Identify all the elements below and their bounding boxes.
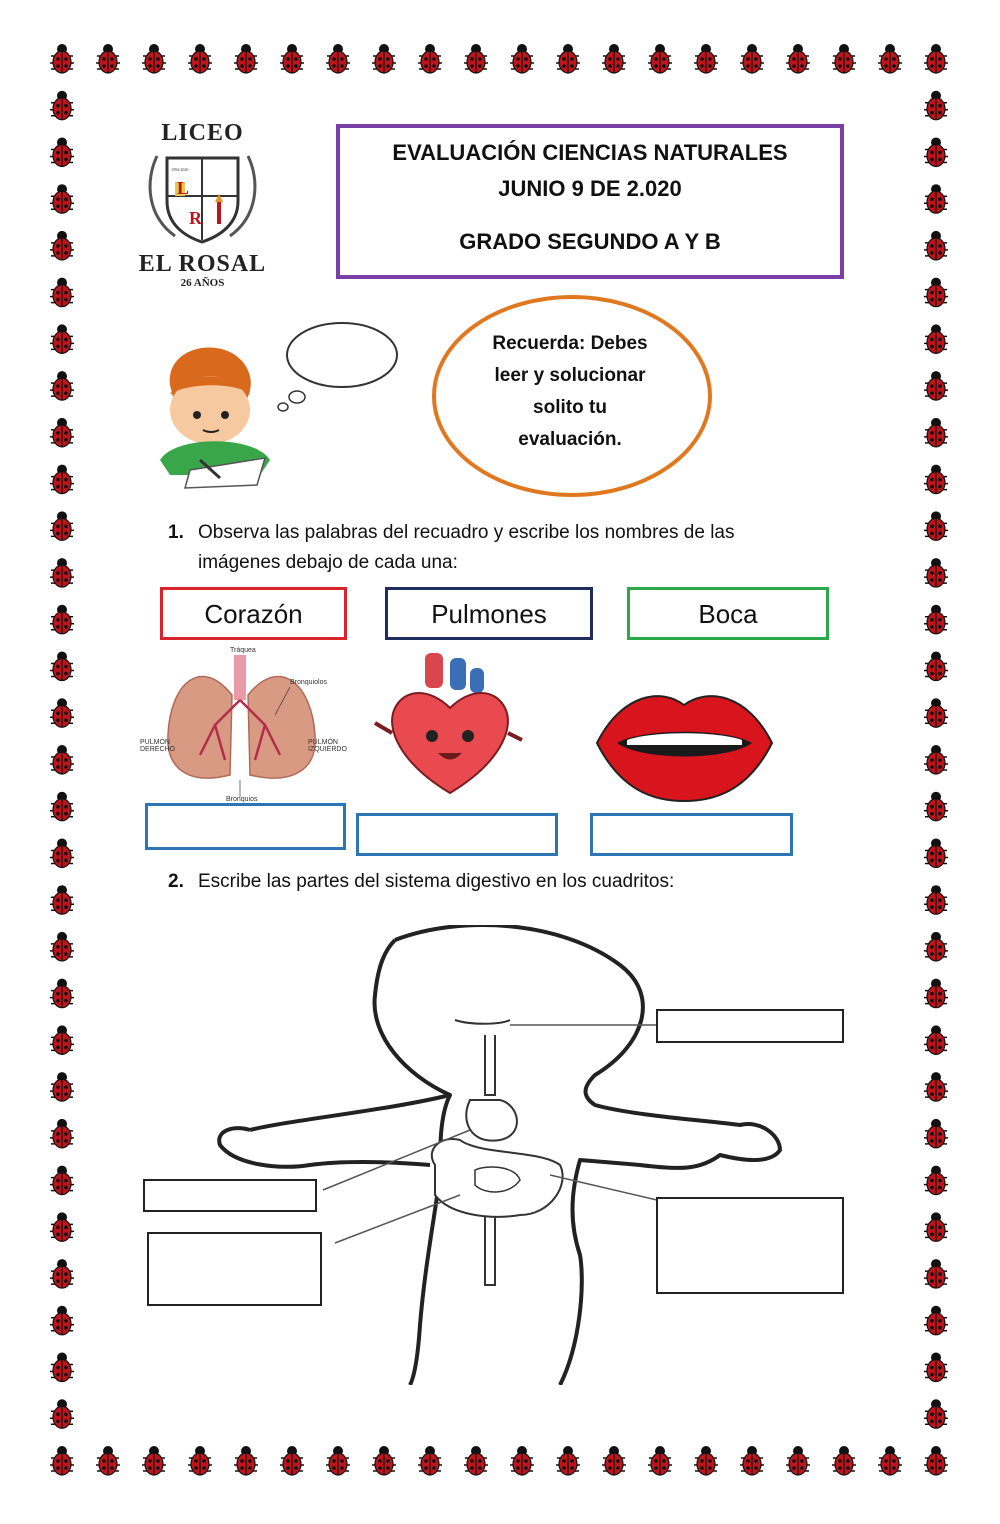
logo-line2: EL ROSAL [138, 251, 267, 277]
ladybug-icon [50, 605, 74, 634]
digestive-answer-mouth[interactable] [656, 1009, 844, 1043]
ladybug-icon [50, 511, 74, 540]
ladybug-icon [50, 1306, 74, 1335]
ladybug-icon [418, 1446, 442, 1475]
ladybug-icon [280, 1446, 304, 1475]
ladybug-icon [924, 418, 948, 447]
grade-label: GRADO SEGUNDO A Y B [459, 229, 721, 254]
ladybug-icon [50, 792, 74, 821]
digestive-answer-small-intestine[interactable] [147, 1232, 322, 1306]
heart-illustration [370, 648, 530, 798]
ladybug-icon [188, 1446, 212, 1475]
label-trachea: Tráquea [230, 647, 256, 654]
ladybug-icon [648, 1446, 672, 1475]
question-1 [168, 518, 868, 578]
ladybug-icon [50, 1166, 74, 1195]
ladybug-icon [832, 1446, 856, 1475]
answer-box-3[interactable] [590, 813, 793, 856]
ladybug-icon [50, 418, 74, 447]
ladybug-icon [142, 1446, 166, 1475]
label-left-lung: PULMÓN IZQUIERDO [308, 739, 347, 753]
question-2-text: Escribe las partes del sistema digestivo en los cuadritos: [198, 871, 675, 892]
ladybug-icon [786, 44, 810, 73]
logo-years: 1994-2020 [171, 167, 189, 172]
ladybug-icon [786, 1446, 810, 1475]
ladybug-icon [924, 511, 948, 540]
logo-anniversary: 26 AÑOS [180, 277, 225, 289]
page-title: EVALUACIÓN CIENCIAS NATURALES [392, 140, 788, 165]
ladybug-icon [924, 1166, 948, 1195]
ladybug-icon [142, 44, 166, 73]
ladybug-icon [50, 91, 74, 120]
ladybug-icon [96, 1446, 120, 1475]
ladybug-icon [50, 324, 74, 353]
word-box-pulmones: Pulmones [385, 587, 593, 640]
word-box-corazon: Corazón [160, 587, 347, 640]
ladybug-icon [50, 184, 74, 213]
ladybug-icon [924, 792, 948, 821]
ladybug-icon [510, 1446, 534, 1475]
ladybug-icon [50, 745, 74, 774]
ladybug-icon [50, 1072, 74, 1101]
ladybug-icon [924, 1306, 948, 1335]
ladybug-icon [50, 1353, 74, 1382]
ladybug-icon [50, 698, 74, 727]
ladybug-icon [326, 1446, 350, 1475]
ladybug-icon [50, 1025, 74, 1054]
ladybug-icon [924, 137, 948, 166]
ladybug-icon [188, 44, 212, 73]
question-1-number: 1. [168, 522, 184, 543]
ladybug-icon [832, 44, 856, 73]
ladybug-icon [694, 1446, 718, 1475]
answer-box-2[interactable] [356, 813, 558, 856]
reminder-line: leer y solucionar [494, 365, 646, 386]
ladybug-icon [694, 44, 718, 73]
ladybug-icon [924, 91, 948, 120]
label-bronchi: Bronquios [226, 796, 258, 803]
crest-letter-l: L [177, 178, 190, 198]
ladybug-icon [234, 44, 258, 73]
thinking-boy-illustration [145, 310, 405, 490]
ladybug-icon [648, 44, 672, 73]
ladybug-icon [50, 371, 74, 400]
ladybug-icon [50, 885, 74, 914]
reminder-line: Recuerda: Debes [492, 333, 648, 354]
ladybug-icon [50, 558, 74, 587]
ladybug-icon [924, 698, 948, 727]
ladybug-icon [602, 44, 626, 73]
question-2 [168, 867, 868, 897]
ladybug-icon [924, 231, 948, 260]
question-1-text-2: imágenes debajo de cada una: [198, 552, 458, 573]
crest-icon [135, 146, 270, 246]
ladybug-icon [464, 1446, 488, 1475]
school-logo [135, 120, 270, 290]
label-right-lung: PULMÓN DERECHO [140, 739, 176, 753]
ladybug-icon [924, 1399, 948, 1428]
digestive-answer-large-intestine[interactable] [656, 1197, 844, 1294]
ladybug-icon [50, 932, 74, 961]
ladybug-icon [50, 1212, 74, 1241]
ladybug-icon [924, 838, 948, 867]
ladybug-icon [924, 652, 948, 681]
ladybug-icon [50, 1399, 74, 1428]
ladybug-icon [50, 1119, 74, 1148]
ladybug-icon [50, 465, 74, 494]
ladybug-icon [924, 558, 948, 587]
ladybug-icon [50, 838, 74, 867]
ladybug-icon [740, 44, 764, 73]
ladybug-icon [924, 371, 948, 400]
thought-bubble-icon [287, 323, 397, 387]
ladybug-icon [924, 745, 948, 774]
ladybug-icon [50, 44, 74, 73]
digestive-system-illustration [140, 925, 860, 1385]
ladybug-icon [924, 932, 948, 961]
ladybug-icon [372, 1446, 396, 1475]
ladybug-icon [50, 137, 74, 166]
word-box-boca: Boca [627, 587, 829, 640]
ladybug-icon [50, 1259, 74, 1288]
digestive-answer-stomach[interactable] [143, 1179, 317, 1212]
ladybug-icon [924, 1025, 948, 1054]
ladybug-icon [50, 652, 74, 681]
ladybug-icon [924, 605, 948, 634]
ladybug-icon [924, 324, 948, 353]
ladybug-icon [602, 1446, 626, 1475]
ladybug-icon [924, 465, 948, 494]
ladybug-icon [740, 1446, 764, 1475]
crest-letter-r: R [189, 208, 202, 228]
title-box [336, 124, 844, 279]
ladybug-icon [418, 44, 442, 73]
exam-date: JUNIO 9 DE 2.020 [498, 176, 682, 201]
ladybug-icon [326, 44, 350, 73]
ladybug-icon [924, 1353, 948, 1382]
ladybug-icon [50, 278, 74, 307]
ladybug-icon [924, 885, 948, 914]
ladybug-icon [924, 1072, 948, 1101]
ladybug-icon [510, 44, 534, 73]
ladybug-icon [556, 44, 580, 73]
ladybug-icon [924, 44, 948, 73]
ladybug-icon [924, 1119, 948, 1148]
lungs-illustration [140, 645, 350, 805]
ladybug-icon [924, 979, 948, 1008]
ladybug-icon [924, 184, 948, 213]
question-2-number: 2. [168, 871, 184, 892]
ladybug-icon [50, 1446, 74, 1475]
ladybug-icon [280, 44, 304, 73]
reminder-line: solito tu [533, 397, 607, 418]
lungs-icon [140, 645, 350, 805]
answer-box-1[interactable] [145, 803, 346, 850]
ladybug-icon [878, 1446, 902, 1475]
ladybug-icon [96, 44, 120, 73]
ladybug-icon [556, 1446, 580, 1475]
ladybug-icon [924, 1259, 948, 1288]
ladybug-icon [50, 231, 74, 260]
logo-line1: LICEO [161, 120, 244, 146]
ladybug-icon [924, 1446, 948, 1475]
mouth-illustration [592, 683, 777, 803]
question-1-text: Observa las palabras del recuadro y escribe los nombres de las [198, 522, 735, 543]
ladybug-icon [464, 44, 488, 73]
ladybug-icon [924, 278, 948, 307]
ladybug-icon [234, 1446, 258, 1475]
reminder-line: evaluación. [518, 429, 622, 450]
ladybug-icon [878, 44, 902, 73]
label-bronchioles: Bronquiolos [290, 679, 327, 686]
reminder-text [470, 328, 670, 456]
ladybug-icon [50, 979, 74, 1008]
ladybug-icon [924, 1212, 948, 1241]
ladybug-icon [372, 44, 396, 73]
